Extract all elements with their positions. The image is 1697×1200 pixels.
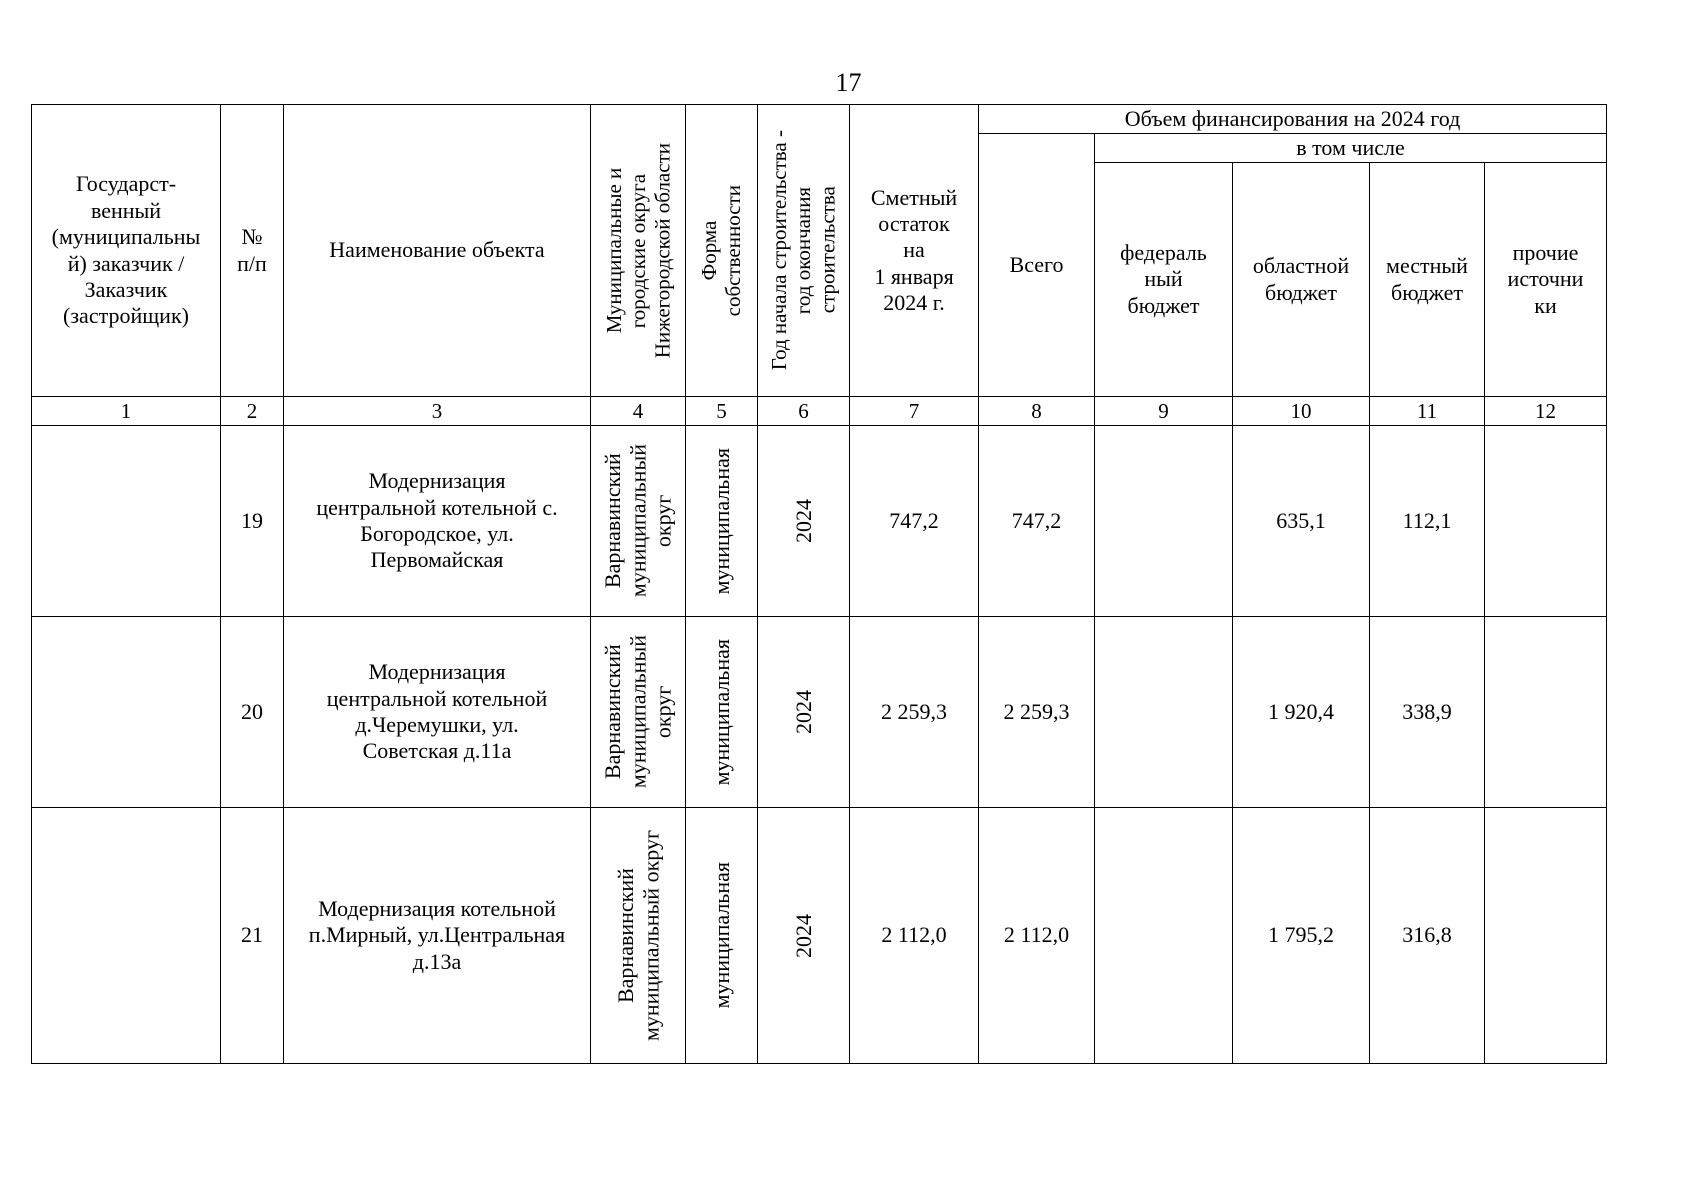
cell-local: 338,9 — [1370, 617, 1485, 808]
column-number-row — [32, 397, 1607, 426]
cell-estimate: 747,2 — [850, 426, 979, 617]
header-federal: федераль ный бюджет — [1095, 163, 1233, 397]
table-row — [32, 617, 1607, 808]
cell-customer — [32, 426, 221, 617]
cell-total: 747,2 — [979, 426, 1095, 617]
cell-customer — [32, 808, 221, 1064]
column-number: 6 — [758, 397, 850, 426]
column-number: 9 — [1095, 397, 1233, 426]
column-number: 1 — [32, 397, 221, 426]
cell-number: 20 — [221, 617, 284, 808]
cell-number: 21 — [221, 808, 284, 1064]
financing-table — [31, 104, 1607, 1064]
header-customer: Государст- венный (муниципальны й) заказчик / Заказчик (застройщик) — [32, 105, 221, 397]
cell-years: 2024 — [758, 426, 850, 617]
page-number: 17 — [835, 68, 862, 97]
column-number: 3 — [284, 397, 591, 426]
cell-ownership: муниципальная — [686, 808, 758, 1064]
cell-object-name: Модернизация центральной котельной с. Богородское, ул. Первомайская — [284, 426, 591, 617]
cell-years: 2024 — [758, 808, 850, 1064]
header-local: местный бюджет — [1370, 163, 1485, 397]
table-row — [32, 808, 1607, 1064]
cell-object-name: Модернизация котельной п.Мирный, ул.Центральная д.13а — [284, 808, 591, 1064]
cell-federal — [1095, 426, 1233, 617]
header-number: № п/п — [221, 105, 284, 397]
cell-object-name: Модернизация центральной котельной д.Черемушки, ул. Советская д.11а — [284, 617, 591, 808]
cell-other — [1485, 808, 1607, 1064]
cell-customer — [32, 617, 221, 808]
cell-ownership: муниципальная — [686, 617, 758, 808]
cell-municipality: Варнавинский муниципальный округ — [591, 426, 686, 617]
cell-federal — [1095, 617, 1233, 808]
table-row — [32, 426, 1607, 617]
cell-regional: 1 920,4 — [1233, 617, 1370, 808]
cell-other — [1485, 426, 1607, 617]
header-including: в том числе — [1095, 134, 1607, 163]
header-estimate-balance: Сметный остаток на 1 января 2024 г. — [850, 105, 979, 397]
header-total: Всего — [979, 134, 1095, 397]
cell-estimate: 2 112,0 — [850, 808, 979, 1064]
header-municipality: Муниципальные и городские округа Нижегородской области — [591, 105, 686, 397]
cell-federal — [1095, 808, 1233, 1064]
cell-number: 19 — [221, 426, 284, 617]
column-number: 12 — [1485, 397, 1607, 426]
cell-other — [1485, 617, 1607, 808]
column-number: 5 — [686, 397, 758, 426]
cell-local: 316,8 — [1370, 808, 1485, 1064]
cell-regional: 1 795,2 — [1233, 808, 1370, 1064]
column-number: 11 — [1370, 397, 1485, 426]
header-other: прочие источни ки — [1485, 163, 1607, 397]
column-number: 4 — [591, 397, 686, 426]
cell-ownership: муниципальная — [686, 426, 758, 617]
cell-regional: 635,1 — [1233, 426, 1370, 617]
header-regional: областной бюджет — [1233, 163, 1370, 397]
cell-local: 112,1 — [1370, 426, 1485, 617]
header-years: Год начала строительства - год окончания строительства — [758, 105, 850, 397]
cell-municipality: Варнавинский муниципальный округ — [591, 617, 686, 808]
cell-total: 2 112,0 — [979, 808, 1095, 1064]
cell-years: 2024 — [758, 617, 850, 808]
header-ownership: Форма собственности — [686, 105, 758, 397]
column-number: 10 — [1233, 397, 1370, 426]
column-number: 2 — [221, 397, 284, 426]
cell-estimate: 2 259,3 — [850, 617, 979, 808]
cell-municipality: Варнавинский муниципальный округ — [591, 808, 686, 1064]
header-financing: Объем финансирования на 2024 год — [979, 105, 1607, 134]
header-object-name: Наименование объекта — [284, 105, 591, 397]
column-number: 7 — [850, 397, 979, 426]
cell-total: 2 259,3 — [979, 617, 1095, 808]
column-number: 8 — [979, 397, 1095, 426]
